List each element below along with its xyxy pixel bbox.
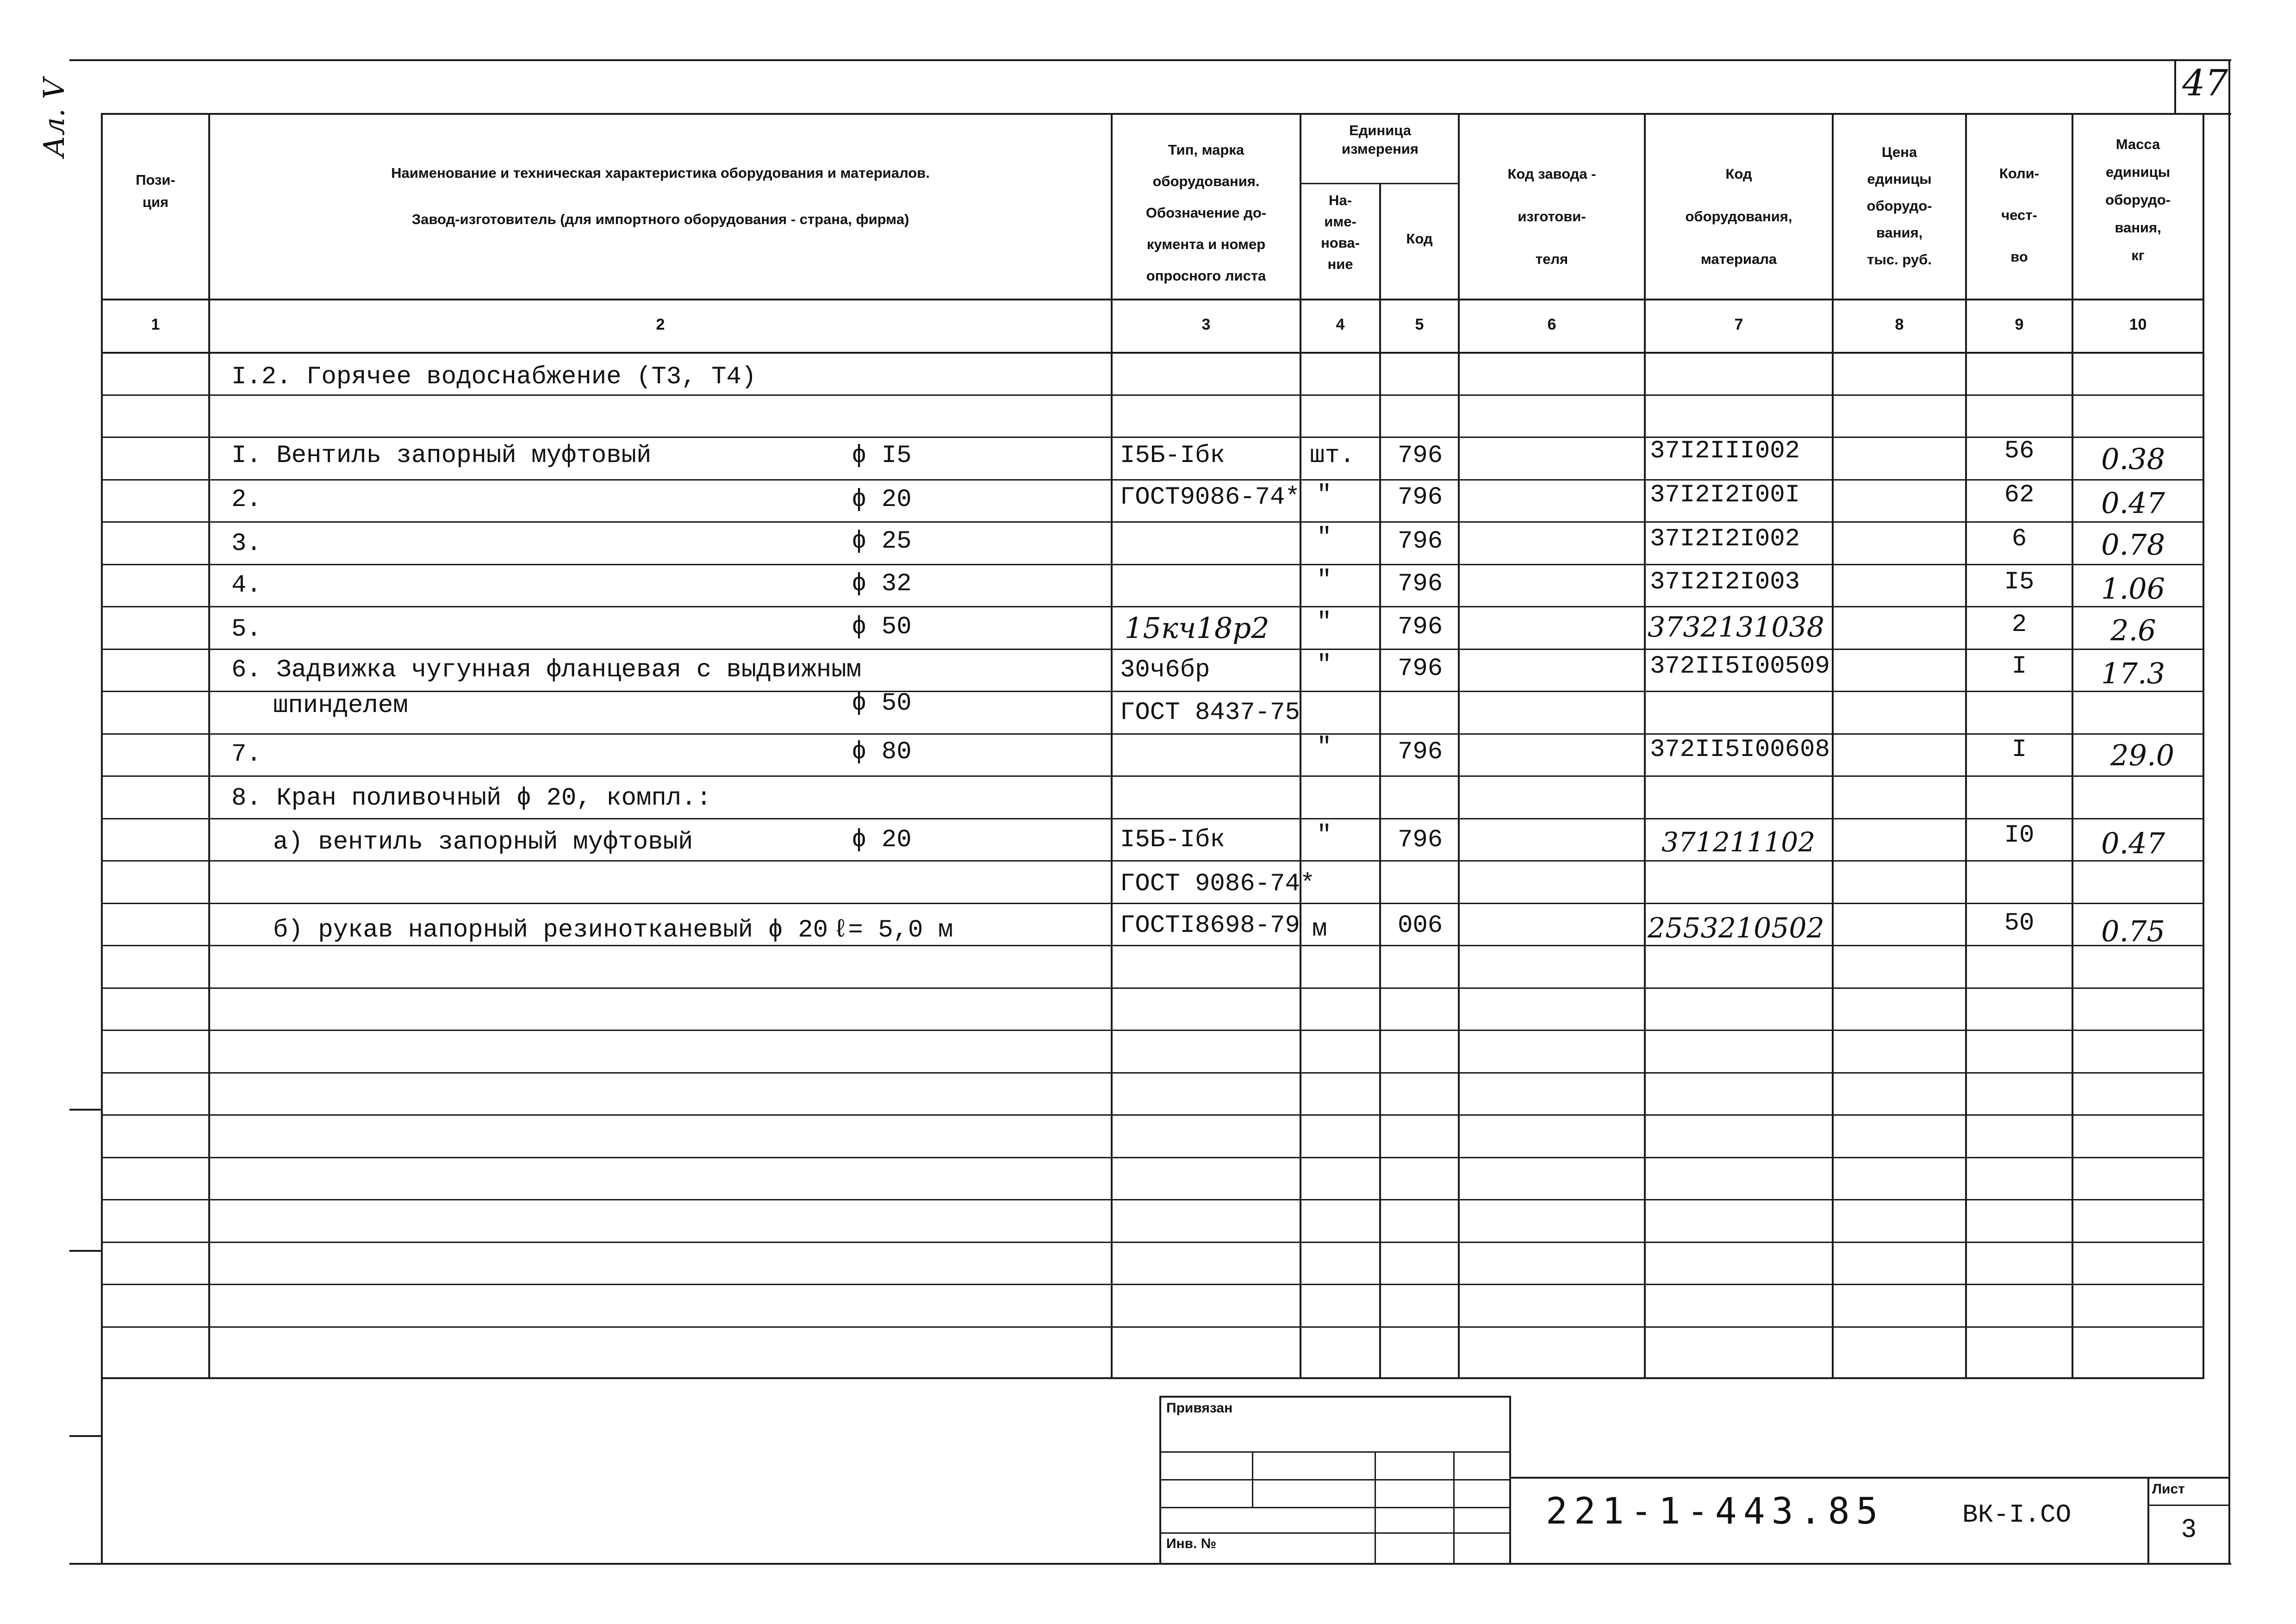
sheet-corner-number: 47 bbox=[2182, 62, 2228, 104]
table-top-border bbox=[101, 113, 2231, 115]
item-quantity: I bbox=[2011, 652, 2027, 681]
item-equipment-code: 37I2I2I00I bbox=[1650, 481, 1800, 509]
item-mass: 0.75 bbox=[2101, 914, 2165, 948]
item-mass: 29.0 bbox=[2110, 738, 2175, 772]
item-unit: шт. bbox=[1310, 442, 1355, 470]
header-col45-group: Единица измерения bbox=[1342, 122, 1419, 157]
item-quantity: 62 bbox=[2004, 481, 2035, 509]
item-type: ГОСТ 8437-75 bbox=[1120, 699, 1300, 727]
item-unit-code: 006 bbox=[1398, 912, 1443, 940]
item-name: 3. bbox=[231, 530, 261, 558]
header-col10: Масса единицы оборудо- вания, кг bbox=[2105, 136, 2171, 263]
item-equipment-code: 37I2I2I003 bbox=[1650, 568, 1800, 596]
header-col7: Код оборудования, материала bbox=[1685, 166, 1792, 267]
item-mass: 0.47 bbox=[2101, 486, 2165, 520]
item-name: а) вентиль запорный муфтовый bbox=[273, 828, 693, 856]
stamp-privyazan: Привязан bbox=[1166, 1400, 1233, 1416]
header-col6: Код завода - изготови- теля bbox=[1507, 166, 1596, 267]
item-name: б) рукав напорный резинотканевый ϕ 20 bbox=[273, 916, 828, 944]
item-diameter: ϕ 20 bbox=[852, 826, 912, 854]
header-col2-line2: Завод-изготовитель (для импортного оборудования - страна, фирма) bbox=[411, 211, 909, 227]
item-type: ГОСТ9086-74* bbox=[1120, 483, 1300, 512]
item-mass: 0.47 bbox=[2101, 826, 2165, 860]
item-name: 4. bbox=[231, 571, 261, 600]
margin-tick bbox=[69, 1250, 102, 1252]
item-diameter: ϕ 32 bbox=[852, 570, 912, 598]
column-number: 8 bbox=[1895, 316, 1904, 333]
header-col4: На- име- нова- ние bbox=[1321, 192, 1360, 272]
item-quantity: 56 bbox=[2004, 437, 2035, 465]
header-col3: Тип, марка оборудования. Обозначение до- кумента и номер опросного листа bbox=[1145, 142, 1267, 284]
item-quantity: I0 bbox=[2004, 821, 2035, 849]
corner-box-left bbox=[2174, 59, 2176, 113]
margin-tick bbox=[69, 1435, 102, 1437]
item-type: ГОСТI8698-79 bbox=[1120, 912, 1300, 940]
item-unit: м bbox=[1312, 915, 1327, 943]
item-quantity: I5 bbox=[2004, 568, 2035, 596]
bottom-border bbox=[69, 1563, 2231, 1565]
item-mass: 0.38 bbox=[2101, 442, 2165, 476]
margin-tick bbox=[69, 1109, 102, 1111]
item-unit-code: 796 bbox=[1398, 613, 1443, 641]
sheet-number: 3 bbox=[2181, 1513, 2196, 1543]
header-col8: Цена единицы оборудо- вания, тыс. руб. bbox=[1867, 144, 1932, 268]
item-unit: " bbox=[1317, 566, 1332, 594]
item-diameter: ϕ 25 bbox=[852, 527, 912, 556]
item-type: 30ч6бр bbox=[1120, 656, 1210, 684]
document-number: 221-1-443.85 bbox=[1546, 1491, 1885, 1532]
header-col5: Код bbox=[1406, 231, 1433, 247]
column-number: 7 bbox=[1734, 316, 1743, 333]
item-equipment-code: 37I2III002 bbox=[1650, 437, 1800, 465]
column-number: 10 bbox=[2129, 316, 2147, 333]
section-title: I.2. Горячее водоснабжение (Т3, Т4) bbox=[231, 363, 757, 391]
header-col1: Пози- ция bbox=[136, 172, 175, 210]
stamp-inv-no: Инв. № bbox=[1166, 1536, 1217, 1551]
sheet-label: Лист bbox=[2152, 1481, 2185, 1497]
item-quantity: I bbox=[2011, 736, 2027, 764]
right-border bbox=[2228, 59, 2230, 1564]
item-type: 15кч18р2 bbox=[1125, 611, 1269, 645]
item-unit: " bbox=[1317, 733, 1332, 762]
item-unit: " bbox=[1317, 651, 1332, 679]
item-mass: 17.3 bbox=[2101, 656, 2165, 690]
item-name: 5. bbox=[231, 615, 261, 643]
item-quantity: 6 bbox=[2011, 525, 2027, 553]
item-mass: 2.6 bbox=[2110, 613, 2156, 647]
item-name: 6. Задвижка чугунная фланцевая с выдвижным bbox=[231, 656, 862, 684]
item-diameter: ϕ I5 bbox=[852, 442, 912, 470]
item-mass: 1.06 bbox=[2101, 572, 2165, 606]
item-name: 7. bbox=[231, 740, 261, 768]
header-col9: Коли- чест- во bbox=[1999, 165, 2040, 265]
item-unit-code: 796 bbox=[1398, 570, 1443, 598]
item-equipment-code: 372II5I00608 bbox=[1650, 736, 1830, 764]
item-equipment-code: 2553210502 bbox=[1648, 912, 1824, 944]
item-equipment-code: 371211102 bbox=[1661, 826, 1816, 858]
item-quantity: 2 bbox=[2011, 611, 2027, 639]
item-type: I5Б-Iбк bbox=[1120, 442, 1225, 470]
item-unit-code: 796 bbox=[1398, 655, 1443, 683]
item-name: 8. Кран поливочный ϕ 20, компл.: bbox=[231, 784, 711, 812]
item-unit-code: 796 bbox=[1398, 483, 1443, 512]
item-equipment-code: 372II5I00509 bbox=[1650, 652, 1830, 681]
side-label: Ал. V bbox=[37, 78, 71, 157]
item-diameter: ϕ 50 bbox=[852, 613, 912, 641]
item-quantity: 50 bbox=[2004, 909, 2035, 937]
item-unit-code: 796 bbox=[1398, 826, 1443, 854]
item-unit: " bbox=[1317, 821, 1332, 849]
item-equipment-code: 37I2I2I002 bbox=[1650, 525, 1800, 553]
item-diameter: ϕ 50 bbox=[852, 689, 912, 718]
item-equipment-code: 3732131038 bbox=[1648, 611, 1824, 643]
item-name: 2. bbox=[231, 486, 261, 514]
column-number: 5 bbox=[1415, 316, 1424, 333]
item-diameter: ϕ 20 bbox=[852, 486, 912, 514]
item-name: I. Вентиль запорный муфтовый bbox=[231, 442, 652, 470]
column-number: 9 bbox=[2015, 316, 2024, 333]
column-number: 1 bbox=[151, 316, 160, 333]
column-number: 4 bbox=[1336, 316, 1345, 333]
item-unit: " bbox=[1317, 608, 1332, 637]
column-number: 2 bbox=[656, 316, 665, 333]
column-number: 3 bbox=[1201, 316, 1211, 333]
drawing-mark: ВК-I.СО bbox=[1962, 1500, 2072, 1530]
item-diameter: ℓ= 5,0 м bbox=[833, 916, 953, 944]
item-type: ГОСТ 9086-74* bbox=[1120, 870, 1315, 898]
header-col2-line1: Наименование и техническая характеристика оборудования и материалов. bbox=[391, 165, 930, 181]
column-number: 6 bbox=[1547, 316, 1556, 333]
item-unit-code: 796 bbox=[1398, 527, 1443, 556]
top-border bbox=[69, 59, 2231, 61]
item-diameter: ϕ 80 bbox=[852, 738, 912, 766]
item-unit-code: 796 bbox=[1398, 738, 1443, 766]
item-unit: " bbox=[1317, 524, 1332, 552]
item-type: I5Б-Iбк bbox=[1120, 826, 1225, 854]
item-unit-code: 796 bbox=[1398, 442, 1443, 470]
item-unit: " bbox=[1317, 481, 1332, 509]
item-name: шпинделем bbox=[273, 692, 408, 720]
item-mass: 0.78 bbox=[2101, 528, 2165, 562]
